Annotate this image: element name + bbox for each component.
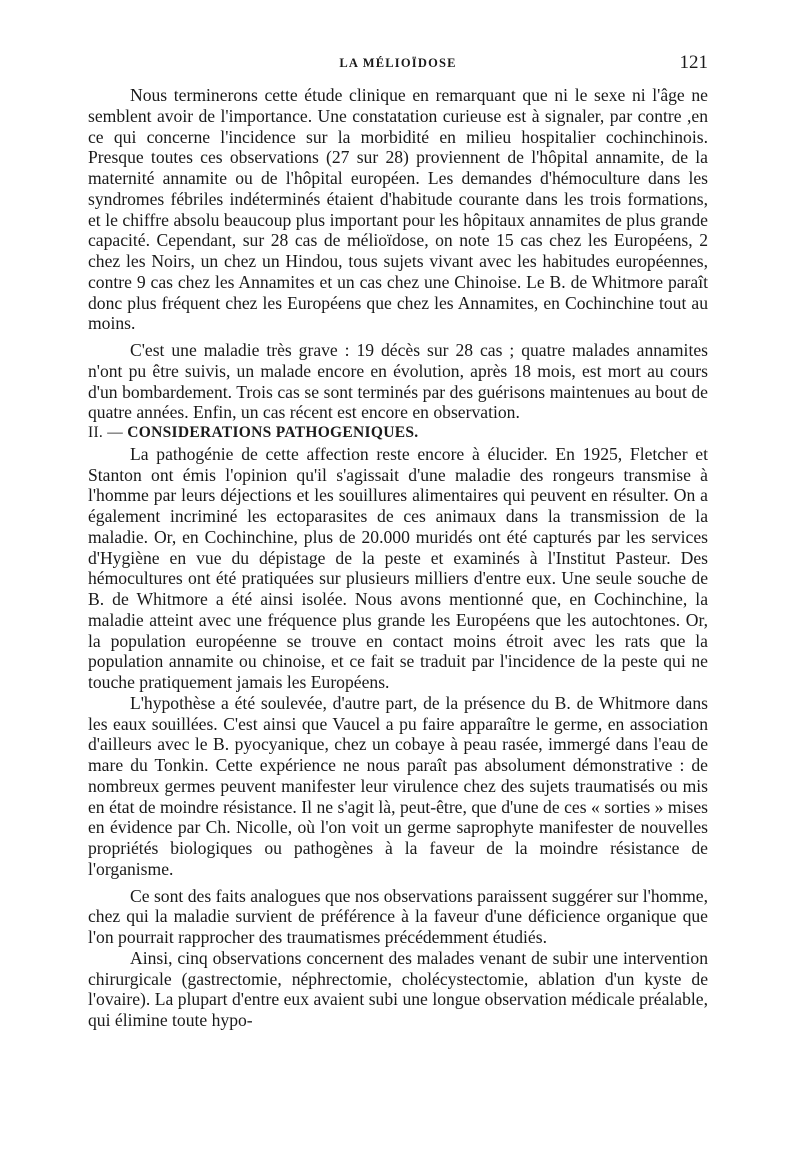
paragraph-gravity: C'est une maladie très grave : 19 décès sur 28 cas ; quatre malades annamites n'ont pu être suivis, un malade encore en évolution, après 18 mois, est mort au cours d'un bombardement. Trois cas se sont terminés par des guérisons maintenues au bout de quatre années. Enfin, un cas récent est encore en observation. [88,340,708,423]
paragraph-surgical-cases: Ainsi, cinq observations concernent des malades venant de subir une intervention chirurgicale (gastrectomie, néphrectomie, cholécystectomie, ablation d'un kyste de l'ovaire). La plupart d'entre eux avaient subi une longue observation médicale préalable, qui élimine toute hypo- [88,947,708,1030]
section-title: CONSIDERATIONS PATHOGENIQUES. [127,424,419,441]
page-header [88,52,708,76]
section-heading [88,423,708,444]
body-text [88,85,708,1031]
section-number: II. — [88,424,124,441]
paragraph-hypothesis-water: L'hypothèse a été soulevée, d'autre part, de la présence du B. de Whitmore dans les eaux souillées. C'est ainsi que Vaucel a pu faire apparaître le germe, en association d'ailleurs avec le B. pyocyanique, chez un cobaye à peau rasée, immergé dans l'eau de mare du Tonkin. Cette expérience ne nous paraît pas absolument démonstrative : de nombreux germes peuvent manifester leur virulence chez des sujets traumatisés ou mis en état de moindre résistance. Il ne s'agit là, peut-être, que d'une de ces « sorties » mises en évidence par Ch. Nicolle, où l'on voit un germe saprophyte manifester de nouvelles propriétés biologiques ou pathogènes à la faveur de la moindre résistance de l'organisme. [88,692,708,879]
paragraph-analogous-facts: Ce sont des faits analogues que nos observations paraissent suggérer sur l'homme, chez qui la maladie survient de préférence à la faveur d'une déficience organique que l'on pourrait rapprocher des traumatismes précédemment étudiés. [88,885,708,947]
running-title: LA MÉLIOÏDOSE [339,56,457,70]
paragraph-pathogenesis: La pathogénie de cette affection reste encore à élucider. En 1925, Fletcher et Stanton ont émis l'opinion qu'il s'agissait d'une maladie des rongeurs transmise à l'homme par leurs déjections et les souillures alimentaires qui peuvent en résulter. On a également incriminé les ectoparasites de ces animaux dans la transmission de la maladie. Or, en Cochinchine, plus de 20.000 muridés ont été capturés par les services d'Hygiène en vue du dépistage de la peste et examinés à l'Institut Pasteur. Des hémocultures ont été pratiquées sur plusieurs milliers d'entre eux. Une seule souche de B. de Whitmore a été ainsi isolée. Nous avons mentionné que, en Cochinchine, la maladie atteint avec une fréquence plus grande les Européens que les autochtones. Or, la population européenne se trouve en contact moins étroit avec les rats que la population annamite ou chinoise, et ce fait se traduit par l'incidence de la peste qui ne touche pratiquement jamais les Européens. [88,443,708,692]
page-number: 121 [679,52,708,73]
paragraph-morbidity: Nous terminerons cette étude clinique en remarquant que ni le sexe ni l'âge ne semblent avoir de l'importance. Une constatation curieuse est à signaler, par contre ,en ce qui concerne l'incidence sur la morbidité en milieu hospitalier cochinchinois. Presque toutes ces observations (27 sur 28) proviennent de l'hôpital annamite, de la maternité annamite ou de l'hôpital européen. Les demandes d'hémoculture dans les syndromes fébriles indéterminés étaient d'habitude courante dans les trois formations, et le chiffre absolu beaucoup plus important pour les hôpitaux annamites de plus grande capacité. Cependant, sur 28 cas de mélioïdose, on note 15 cas chez les Européens, 2 chez les Noirs, un chez un Hindou, tous sujets vivant avec les habitudes européennes, contre 9 cas chez les Annamites et un cas chez une Chinoise. Le B. de Whitmore paraît donc plus fréquent chez les Européens que chez les Annamites, en Cochinchine tout au moins. [88,85,708,334]
